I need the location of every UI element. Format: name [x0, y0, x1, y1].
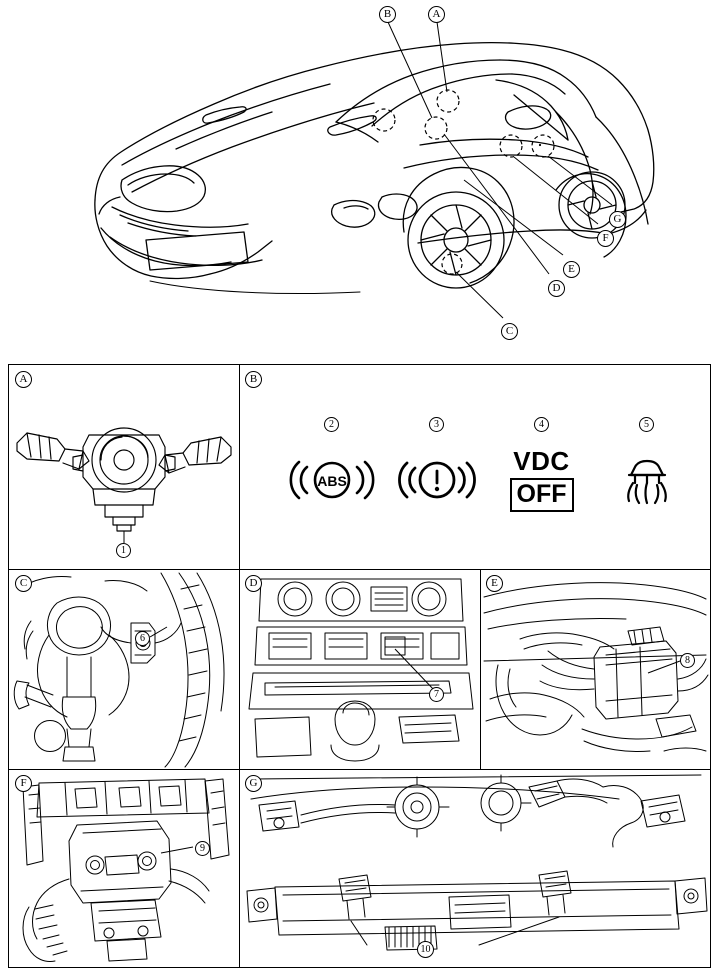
part-number-9: 9	[195, 841, 210, 856]
lamp-brake	[391, 417, 483, 516]
combination-switch-art	[9, 365, 239, 569]
panel-F-tag: F	[15, 775, 32, 792]
panel-B	[239, 365, 710, 569]
rear-wheel-sensor-harness-art	[239, 769, 710, 967]
vdc-label: VDC	[513, 445, 570, 476]
vehicle-callout-C: C	[501, 323, 518, 340]
panel-C-tag: C	[15, 575, 32, 592]
vehicle-callout-D: D	[548, 280, 565, 297]
panel-G	[239, 769, 710, 967]
panel-D	[239, 569, 480, 769]
part-number-4: 4	[534, 417, 549, 432]
panel-B-tag: B	[245, 371, 262, 388]
lamp-slip	[601, 417, 693, 516]
vehicle-callout-B: B	[379, 6, 396, 23]
vehicle-callout-A: A	[428, 6, 445, 23]
panel-E-tag: E	[486, 575, 503, 592]
target-marker-B	[425, 117, 447, 139]
slip-indicator-icon	[601, 444, 693, 516]
panel-F	[9, 769, 239, 967]
panel-E	[480, 569, 710, 769]
target-marker-A	[437, 90, 459, 112]
target-marker-E	[532, 135, 554, 157]
part-number-3: 3	[429, 417, 444, 432]
panel-C	[9, 569, 239, 769]
panel-D-tag: D	[245, 575, 262, 592]
brake-warning-icon	[391, 444, 483, 516]
lamp-abs	[286, 417, 378, 516]
target-marker-D	[373, 109, 395, 131]
part-number-7: 7	[429, 687, 444, 702]
vehicle-callout-E: E	[563, 261, 580, 278]
panel-A-tag: A	[15, 371, 32, 388]
part-number-10: 10	[417, 941, 434, 958]
part-number-6: 6	[135, 631, 150, 646]
vehicle-line-art	[0, 0, 719, 358]
vehicle-illustration	[0, 0, 719, 358]
vdc-off-icon	[496, 444, 588, 516]
abs-warning-icon	[286, 444, 378, 516]
panel-A	[9, 365, 239, 569]
off-label: OFF	[510, 478, 574, 512]
front-wheel-sensor-art	[9, 569, 239, 769]
target-marker-C	[442, 254, 462, 274]
part-number-1: 1	[116, 543, 131, 558]
target-marker-F	[500, 135, 522, 157]
center-console-art	[239, 569, 480, 769]
detail-panel-grid	[8, 364, 711, 968]
vehicle-callout-G: G	[609, 211, 626, 228]
part-number-2: 2	[324, 417, 339, 432]
svg-text:ABS: ABS	[316, 473, 347, 489]
part-number-8: 8	[680, 653, 695, 668]
lamp-vdc-off	[496, 417, 588, 516]
steering-angle-sensor-art	[9, 769, 239, 967]
panel-G-tag: G	[245, 775, 262, 792]
warning-lamp-row	[279, 417, 699, 557]
part-number-5: 5	[639, 417, 654, 432]
abs-actuator-art	[480, 569, 710, 769]
vehicle-callout-F: F	[597, 230, 614, 247]
